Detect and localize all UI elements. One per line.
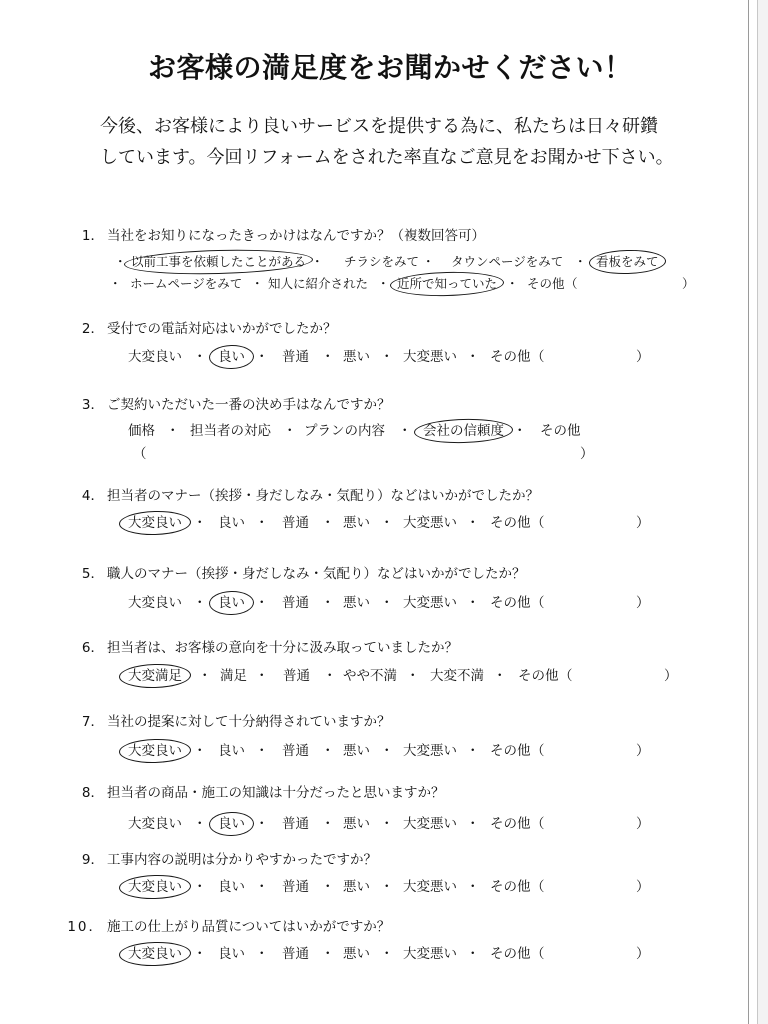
- separator: ・: [251, 276, 264, 291]
- option-very-good: 大変良い: [128, 595, 182, 611]
- option-average: 普通: [282, 595, 309, 611]
- option-other: その他: [490, 879, 531, 895]
- separator: ・: [398, 423, 412, 439]
- question-header: [60, 395, 391, 415]
- paren-close: ）: [636, 349, 650, 365]
- scan-edge-margin: [757, 0, 768, 1024]
- option-good: 良い: [218, 595, 245, 611]
- option-referral: 知人に紹介された: [268, 276, 369, 291]
- option-other: その他: [490, 816, 531, 832]
- paren-close: ）: [664, 668, 678, 684]
- option-bad: 悪い: [343, 743, 370, 759]
- option-very-good: 大変良い: [128, 349, 182, 365]
- options-row: [0, 347, 768, 367]
- separator: ・: [114, 254, 127, 269]
- separator: ・: [466, 816, 480, 832]
- options-row: [0, 421, 768, 441]
- question-header: [60, 564, 526, 584]
- separator: ・: [166, 423, 180, 439]
- option-bad: 悪い: [343, 595, 370, 611]
- option-very-bad: 大変悪い: [403, 879, 457, 895]
- option-neighborhood: 近所で知っていた: [397, 274, 497, 294]
- separator: ・: [466, 349, 480, 365]
- options-row: [0, 944, 768, 964]
- question-header: [60, 638, 458, 658]
- question-text: ご契約いただいた一番の決め手はなんですか？: [107, 397, 391, 413]
- question-text: 担当者の商品・施工の知識は十分だったと思いますか？: [107, 785, 445, 801]
- option-very-satisfied: 大変満足: [128, 668, 182, 684]
- option-very-bad: 大変悪い: [403, 743, 457, 759]
- separator: ・: [321, 743, 335, 759]
- option-bad: 悪い: [343, 349, 370, 365]
- separator: ・: [406, 668, 420, 684]
- paren-close: ）: [636, 879, 650, 895]
- separator: ・: [506, 276, 519, 291]
- question-number: 3．: [81, 397, 104, 413]
- option-good: 良い: [218, 879, 245, 895]
- separator: ・: [255, 349, 269, 365]
- separator: ・: [380, 349, 394, 365]
- question-number: 2．: [81, 321, 104, 337]
- options-row: [0, 666, 768, 686]
- paren-close: ）: [636, 743, 650, 759]
- option-very-dissatisfied: 大変不満: [430, 668, 484, 684]
- separator: ・: [193, 743, 207, 759]
- option-other: その他: [518, 668, 559, 684]
- options-row: [0, 252, 768, 272]
- paren-open: （: [531, 515, 545, 531]
- question-text: 受付での電話対応はいかがでしたか？: [107, 321, 337, 337]
- separator: ・: [466, 743, 480, 759]
- option-homepage: ホームページをみて: [130, 276, 243, 291]
- question-header: [60, 783, 445, 803]
- question-number: 5．: [81, 566, 104, 582]
- paren-open: （: [559, 668, 573, 684]
- separator: ・: [377, 276, 390, 291]
- options-row: [0, 877, 768, 897]
- paren-close: ）: [636, 946, 650, 962]
- question-text: 当社の提案に対して十分納得されていますか？: [107, 714, 391, 730]
- option-plan-content: プランの内容: [304, 423, 385, 439]
- separator: ・: [193, 879, 207, 895]
- option-very-bad: 大変悪い: [403, 595, 457, 611]
- paren-close: ）: [636, 515, 650, 531]
- question-number: 1．: [81, 228, 104, 244]
- option-price: 価格: [128, 423, 155, 439]
- option-very-good: 大変良い: [128, 879, 182, 895]
- question-text: 職人のマナー（挨拶・身だしなみ・気配り）などはいかがでしたか？: [107, 566, 526, 582]
- question-header: [60, 486, 539, 506]
- separator: ・: [380, 946, 394, 962]
- separator: ・: [380, 515, 394, 531]
- intro-line-2: しています。今回リフォームをされた率直なご意見をお聞かせ下さい。: [100, 147, 674, 168]
- option-average: 普通: [282, 349, 309, 365]
- separator: ・: [255, 743, 269, 759]
- paren-close: ）: [682, 276, 695, 291]
- separator: ・: [380, 816, 394, 832]
- option-average: 普通: [282, 743, 309, 759]
- question-header: [60, 850, 377, 870]
- paren-close: ）: [580, 446, 594, 462]
- separator: ・: [321, 946, 335, 962]
- separator: ・: [321, 349, 335, 365]
- separator: ・: [283, 423, 297, 439]
- option-very-good: 大変良い: [128, 743, 182, 759]
- option-bad: 悪い: [343, 515, 370, 531]
- separator: ・: [380, 595, 394, 611]
- separator: ・: [321, 816, 335, 832]
- separator: ・: [321, 879, 335, 895]
- separator: ・: [422, 254, 435, 269]
- option-average: 普通: [282, 946, 309, 962]
- separator: ・: [193, 515, 207, 531]
- option-other: その他: [490, 595, 531, 611]
- separator: ・: [193, 349, 207, 365]
- paren-open: （: [531, 595, 545, 611]
- separator: ・: [574, 254, 587, 269]
- paren-open: （: [133, 446, 147, 462]
- separator: ・: [255, 668, 269, 684]
- question-number: 9．: [81, 852, 104, 868]
- option-very-good: 大変良い: [128, 515, 182, 531]
- option-average: 普通: [282, 515, 309, 531]
- intro-line-1: 今後、お客様により良いサービスを提供する為に、私たちは日々研鑽: [100, 116, 658, 137]
- option-very-bad: 大変悪い: [403, 816, 457, 832]
- separator: ・: [321, 595, 335, 611]
- option-other: その他: [490, 743, 531, 759]
- question-header: [60, 226, 485, 246]
- separator: ・: [466, 515, 480, 531]
- separator: ・: [380, 743, 394, 759]
- option-good: 良い: [218, 515, 245, 531]
- paren-open: （: [531, 743, 545, 759]
- option-staff-response: 担当者の対応: [190, 423, 271, 439]
- paren-open: （: [531, 816, 545, 832]
- options-row: [0, 274, 768, 294]
- options-row: [0, 814, 768, 834]
- option-somewhat-dissatisfied: やや不満: [343, 668, 397, 684]
- option-very-good: 大変良い: [128, 816, 182, 832]
- option-very-good: 大変良い: [128, 946, 182, 962]
- option-average: 普通: [282, 816, 309, 832]
- separator: ・: [255, 946, 269, 962]
- option-bad: 悪い: [343, 816, 370, 832]
- separator: ・: [466, 879, 480, 895]
- option-good: 良い: [218, 743, 245, 759]
- option-other: その他: [527, 276, 565, 291]
- option-company-trust: 会社の信頼度: [423, 423, 504, 439]
- other-answer-row: [0, 444, 768, 464]
- option-average: 普通: [282, 879, 309, 895]
- option-good: 良い: [218, 816, 245, 832]
- option-good: 良い: [218, 946, 245, 962]
- question-number: 6．: [81, 640, 104, 656]
- separator: ・: [466, 946, 480, 962]
- separator: ・: [255, 816, 269, 832]
- option-town-page: タウンページをみて: [451, 254, 564, 269]
- option-very-bad: 大変悪い: [403, 349, 457, 365]
- separator: ・: [323, 668, 337, 684]
- question-text: 担当者のマナー（挨拶・身だしなみ・気配り）などはいかがでしたか？: [107, 488, 539, 504]
- option-bad: 悪い: [343, 879, 370, 895]
- survey-title: お客様の満足度をお聞かせください！: [148, 51, 633, 84]
- question-number: 8．: [81, 785, 104, 801]
- separator: ・: [513, 423, 527, 439]
- option-flyer: チラシをみて: [344, 254, 420, 269]
- question-header: [60, 319, 337, 339]
- paren-open: （: [531, 879, 545, 895]
- separator: ・: [193, 816, 207, 832]
- options-row: [0, 741, 768, 761]
- question-header: [60, 712, 391, 732]
- separator: ・: [311, 254, 324, 269]
- option-satisfied: 満足: [220, 668, 247, 684]
- question-number: 4．: [81, 488, 104, 504]
- option-bad: 悪い: [343, 946, 370, 962]
- separator: ・: [493, 668, 507, 684]
- separator: ・: [193, 946, 207, 962]
- separator: ・: [466, 595, 480, 611]
- option-other: その他: [540, 423, 581, 439]
- paren-open: （: [565, 276, 578, 291]
- option-signboard: 看板をみて: [596, 252, 659, 272]
- paren-close: ）: [636, 816, 650, 832]
- separator: ・: [109, 276, 122, 291]
- question-text: 施工の仕上がり品質についてはいかがですか？: [107, 919, 391, 935]
- separator: ・: [255, 879, 269, 895]
- option-other: その他: [490, 515, 531, 531]
- question-text: 担当者は、お客様の意向を十分に汲み取っていましたか？: [107, 640, 458, 656]
- question-number: 10．: [67, 919, 104, 935]
- option-good: 良い: [218, 349, 245, 365]
- question-text: 当社をお知りになったきっかけはなんですか？（複数回答可）: [107, 228, 485, 244]
- option-previous-work: 以前工事を依頼したことがある: [131, 252, 306, 272]
- separator: ・: [198, 668, 212, 684]
- separator: ・: [255, 595, 269, 611]
- question-text: 工事内容の説明は分かりやすかったですか？: [107, 852, 377, 868]
- option-other: その他: [490, 946, 531, 962]
- question-number: 7．: [81, 714, 104, 730]
- options-row: [0, 513, 768, 533]
- scan-edge-line: [748, 0, 749, 1024]
- option-very-bad: 大変悪い: [403, 946, 457, 962]
- options-row: [0, 593, 768, 613]
- separator: ・: [193, 595, 207, 611]
- separator: ・: [255, 515, 269, 531]
- paren-close: ）: [636, 595, 650, 611]
- question-header: [60, 917, 390, 937]
- paren-open: （: [531, 946, 545, 962]
- option-very-bad: 大変悪い: [403, 515, 457, 531]
- option-average: 普通: [283, 668, 310, 684]
- separator: ・: [321, 515, 335, 531]
- paren-open: （: [531, 349, 545, 365]
- option-other: その他: [490, 349, 531, 365]
- separator: ・: [380, 879, 394, 895]
